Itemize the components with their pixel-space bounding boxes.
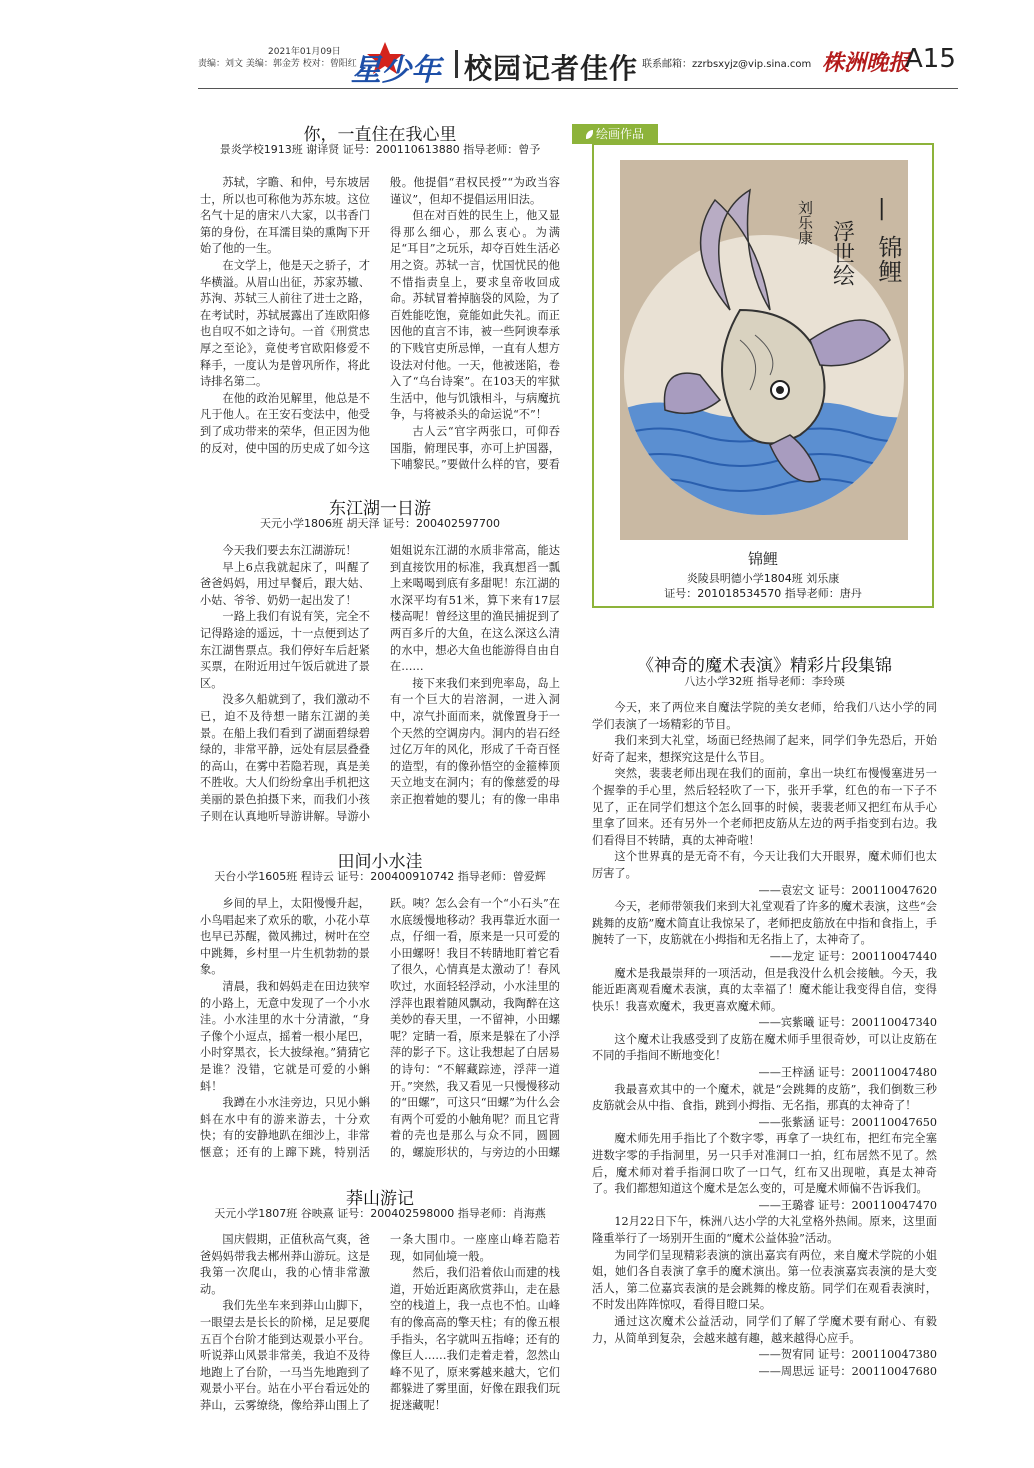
paragraph: 在他的政治见解里，他总是不凡于他人。在王安石变法中，他受到了成功带来的荣华，但正因为他的反对，使中国的历史成了如今这般。他提倡“君权民授”“为政当容谨议”，但却不提倡运用旧法。 [200, 176, 560, 455]
painting-text-1: 浮世绘 [829, 220, 855, 286]
article-title: 你，一直住在我心里 [303, 125, 457, 145]
article-body [200, 896, 560, 1171]
article-body [200, 543, 560, 833]
author-signature: ——袁宏文 证号：200110047620 [758, 883, 937, 897]
article-byline: 八达小学32班 指导老师：李玲瑛 [684, 675, 845, 688]
paragraph: 古人云“官字两张口，可仰吞国脂，俯理民事，亦可上护国器，下哺黎民。”要做什么样的官，要看 [390, 424, 560, 472]
author-signature: ——贺宥同 证号：200110047380 [758, 1348, 937, 1362]
article-byline: 天元小学1806班 胡天泽 证号：200402597700 [260, 517, 500, 530]
article-title: 田间小水洼 [337, 852, 423, 872]
koi-painting [620, 160, 908, 540]
painting-text-3: 锦鲤 [874, 235, 902, 283]
author-signature: ——龙定 证号：200110047440 [769, 949, 937, 963]
paragraph: 一路上我们有说有笑，完全不记得路途的遥远，十一点便到达了东江湖售票点。我们停好车后赶紧买票，在附近用过午饭后就进了景区。 [200, 610, 370, 690]
header-rule [198, 88, 958, 89]
article-body [592, 700, 937, 1430]
paragraph: 突然，裴裴老师出现在我们的面前，拿出一块红布慢慢塞进另一个握拳的手心里，然后轻轻吹了一下，张开手掌，红色的布一下子不见了，正在同学们想这个怎么回事的时候，裴裴老师又把红布从手心里拿了回来。还有另外一个老师把皮筋从左边的两手指变到右边。我们看得目不转睛，真的太神奇啦！ [592, 767, 937, 847]
artwork-title: 锦鲤 [747, 550, 778, 568]
paragraph: 苏轼，字瞻、和仲，号东坡居士，所以也可称他为苏东坡。这位名气十足的唐宋八大家，以书香门第的身份，在耳濡目染的熏陶下开始了他的一生。 [200, 176, 370, 256]
painting-text-2: 刘乐康 [796, 200, 814, 245]
paragraph: 国庆假期，正值秋高气爽，爸爸妈妈带我去郴州莽山游玩。这是我第一次爬山，我的心情非常激动。 [200, 1233, 370, 1296]
logo-text: 星少年 [351, 53, 441, 88]
paragraph: 清晨，我和妈妈走在田边狭窄的小路上，无意中发现了一个小水洼。小水洼里的水十分清澈，“身子像个小逗点，摇着一根小尾巴，小时穿黑衣，长大披绿袍。”猜猜它是谁？没错，它就是可爱的小蝌蚪！ [200, 979, 370, 1093]
paragraph: 今天，来了两位来自魔法学院的美女老师，给我们八达小学的同学们表演了一场精彩的节目。 [592, 701, 937, 731]
paragraph: 今天，老师带领我们来到大礼堂观看了许多的魔术表演，这些“会跳舞的皮筋”魔术简直让我惊呆了，老师把皮筋放在中指和食指上，手腕转了一下，皮筋就在小拇指和无名指上了，太神奇了。 [592, 900, 937, 947]
issue-date: 2021年01月09日 [268, 47, 341, 57]
artwork-tag [572, 124, 658, 144]
author-signature: ——张紫涵 证号：200110047650 [758, 1115, 937, 1129]
paragraph: 魔术师先用手指比了个数字零，再拿了一块红布，把红布完全塞进数字零的手指洞里，另一只手对准洞口一拍，红布居然不见了。然后，魔术师对着手指洞口吹了一口气，红布又出现啦，真是太神奇了。我们都想知道这个魔术是怎么变的，可是魔术师偏不告诉我们。 [592, 1132, 937, 1196]
editors-credit: 责编：刘文 美编：郭金芳 校对：曾阳红 [198, 59, 357, 69]
paragraph: 我最喜欢其中的一个魔术，就是“会跳舞的皮筋”，我们倒数三秒皮筋就会从中指、食指，跳到小拇指、无名指，那真的太神奇了！ [592, 1082, 937, 1113]
article-byline: 天元小学1807班 谷映熹 证号：200402598000 指导老师：肖海燕 [214, 1207, 546, 1220]
paragraph: 接下来我们来到兜率岛，岛上有一个巨大的岩溶洞，一进入洞中，凉气扑面而来，就像置身于一个天然的空调房内。洞内的岩石经过亿万年的风化，形成了千奇百怪的造型，有的像孙悟空的金箍棒顶天立地支在洞内；有的像慈爱的母亲正抱着她的婴儿；有的像一串串 [390, 676, 560, 806]
leaf-icon [586, 130, 593, 139]
newspaper-name: 株洲晚报 [822, 50, 911, 76]
author-signature: ——王璐睿 证号：200110047470 [758, 1198, 937, 1212]
paragraph: 在文学上，他是天之骄子，才华横溢。从眉山出征，苏家苏辙、苏洵、苏轼三人前往了进士之路，在考试时，苏轼展露出了连欧阳修也自叹不如之诗句。一首《刑赏忠厚之至论》，竟使考官欧阳修爱不释手，一度认为是曾巩所作，将此诗排名第二。 [200, 258, 370, 389]
paragraph: 这个魔术让我感受到了皮筋在魔术师手里很奇妙，可以让皮筋在不同的手指间不断地变化！ [592, 1032, 937, 1063]
article-body [200, 1232, 560, 1432]
paragraph: 我蹲在小水洼旁边，只见小蝌蚪在水中有的游来游去，十分欢快；有的安静地趴在细沙上，非常惬意；还有的上蹿下跳，特别活跃。咦？怎么会有一个“小石头”在水底缓慢地移动？我再靠近水面一点，仔细一看，原来是一只可爱的小田螺呀！我目不转睛地盯着它看了很久，心情真是太激动了！春风吹过，水面轻轻浮动，小水洼里的浮萍也跟着随风飘动，我陶醉在这美妙的春天里，一不留神，小田螺呢？定睛一看，原来是躲在了小浮萍的影子下。这让我想起了白居易的诗句：“不解藏踪迹，浮萍一道开。”突然，我又看见一只慢慢移动的“田螺”，可这只“田螺”为什么会有两个可爱的小触角呢？而且它背着的壳也是那么与众不同，圆圆的，螺旋形状的，与旁边的小田螺 [200, 897, 560, 1159]
paragraph: 然后，我们沿着依山而建的栈道，开始近距离欣赏莽山，走在悬空的栈道上，我一点也不怕。山峰有的像高高的擎天柱；有的像五根手指头，名字就叫五指峰；还有的像巨人……我们走着走着，忽然山峰不见了，原来雾越来越大，它们都躲进了雾里面，好像在跟我们玩捉迷藏呢！ [390, 1266, 560, 1412]
article-title: 《神奇的魔术表演》精彩片段集锦 [637, 656, 892, 676]
author-signature: ——王梓涵 证号：200110047480 [758, 1066, 937, 1080]
paragraph: 早上6点我就起床了，叫醒了爸爸妈妈，用过早餐后，跟大姑、小姑、爷爷、奶奶一起出发了！ [200, 560, 370, 607]
article-title: 莽山游记 [346, 1189, 414, 1209]
page-number: A15 [905, 44, 956, 74]
paragraph: 乡间的早上，太阳慢慢升起，小鸟唱起来了欢乐的歌，小花小草也早已苏醒，微风拂过，树叶在空中跳舞，乡村里一片生机勃勃的景象。 [200, 897, 370, 977]
painting-mark: | [878, 196, 886, 221]
author-signature: ——周思远 证号：200110047680 [758, 1364, 937, 1378]
paragraph: 魔术是我最崇拜的一项活动，但是我没什么机会接触。今天，我能近距离观看魔术表演，真的太幸福了！魔术能让我变得自信，变得快乐！我喜欢魔术，我更喜欢魔术师。 [592, 966, 937, 1013]
artwork-tag-label: 绘画作品 [595, 127, 644, 141]
article-byline: 景炎学校1913班 谢译贤 证号：200110613880 指导老师：曾予 [219, 143, 541, 156]
paragraph: 但在对百姓的民生上，他又显得那么细心，那么衷心。为满足“耳目”之玩乐，却夺百姓生活必用之资。苏轼一言，忧国忧民的他不惜指责皇上，要求皇帝收回成命。苏轼冒着掉脑袋的风险，为了百姓能吃饱，竟能如此失礼。而正因他的直言不讳，被一些阿谀奉承的下贱官吏所忌惮，一直有人想方设法对付他。一天，他被迷陷，卷入了“乌台诗案”。在103天的牢狱生活中，他与饥饿相斗，与病魔抗争，与将被杀头的命运说“不”！ [390, 209, 560, 422]
star-youth-logo [345, 40, 449, 92]
paragraph: 我们先坐车来到莽山山脚下，一眼望去是长长的阶梯，足足要爬五百个台阶才能到达观景小平台。听说莽山风景非常美，我迫不及待地跑上了台阶，一马当先地跑到了观景小平台。站在小平台看远处的莽山，云雾缭绕，像给莽山围上了一条大围巾。一座座山峰若隐若现，如同仙境一般。 [200, 1233, 560, 1412]
artwork-author: 炎陵县明德小学1804班 刘乐康 [686, 572, 840, 585]
section-divider [455, 50, 458, 78]
article-byline: 天台小学1605班 程诗云 证号：200400910742 指导老师：曾爱辉 [214, 870, 546, 883]
paragraph: 没多久船就到了，我们激动不已，迫不及待想一睹东江湖的美景。在船上我们看到了湖面碧绿碧绿的，非常平静，远处有层层叠叠的高山，在雾中若隐若现，真是美不胜收。大人们纷纷拿出手机把这美丽的景色拍摄下来，而我们小孩子则在认真地听导游讲解。导游小姐姐说东江湖的水质非常高，能达到直接饮用的标准，我真想舀一瓢上来喝喝到底有多甜呢！东江湖的水深平均有51米，算下来有17层楼高呢！曾经这里的渔民捕捉到了两百多斤的大鱼，在这么深这么清的水中，想必大鱼也能游得自由自在…… [200, 544, 560, 823]
contact-email: 联系邮箱：zzrbsxyjz@vip.sina.com [642, 59, 812, 70]
paragraph: 12月22日下午，株洲八达小学的大礼堂格外热闹。原来，这里面隆重举行了一场别开生面的“魔术公益体验”活动。 [592, 1215, 937, 1245]
article-title: 东江湖一日游 [329, 499, 431, 519]
paragraph: 今天我们要去东江湖游玩！ [222, 544, 357, 557]
article-body [200, 175, 560, 481]
author-signature: ——宾紫曦 证号：200110047340 [758, 1016, 937, 1030]
section-title: 校园记者佳作 [464, 52, 639, 85]
paragraph: 这个世界真的是无奇不有，今天让我们大开眼界，魔术师们也太厉害了。 [592, 850, 937, 880]
paragraph: 我们来到大礼堂，场面已经热闹了起来，同学们争先恐后，开始好奇了起来，想探究这是什么节目。 [592, 734, 937, 764]
artwork-cert: 证号：201018534570 指导老师：唐丹 [664, 587, 862, 600]
paragraph: 通过这次魔术公益活动，同学们了解了学魔术要有耐心、有毅力，从简单到复杂，会越来越有趣，越来越得心应手。 [592, 1314, 937, 1345]
paragraph: 为同学们呈现精彩表演的演出嘉宾有两位，来自魔术学院的小姐姐，她们各自表演了拿手的魔术演出。第一位表演嘉宾表演的是大变活人，第二位嘉宾表演的是会跳舞的橡皮筋。同学们在观看表演时，不时发出阵阵惊叹，看得目瞪口呆。 [592, 1248, 937, 1312]
